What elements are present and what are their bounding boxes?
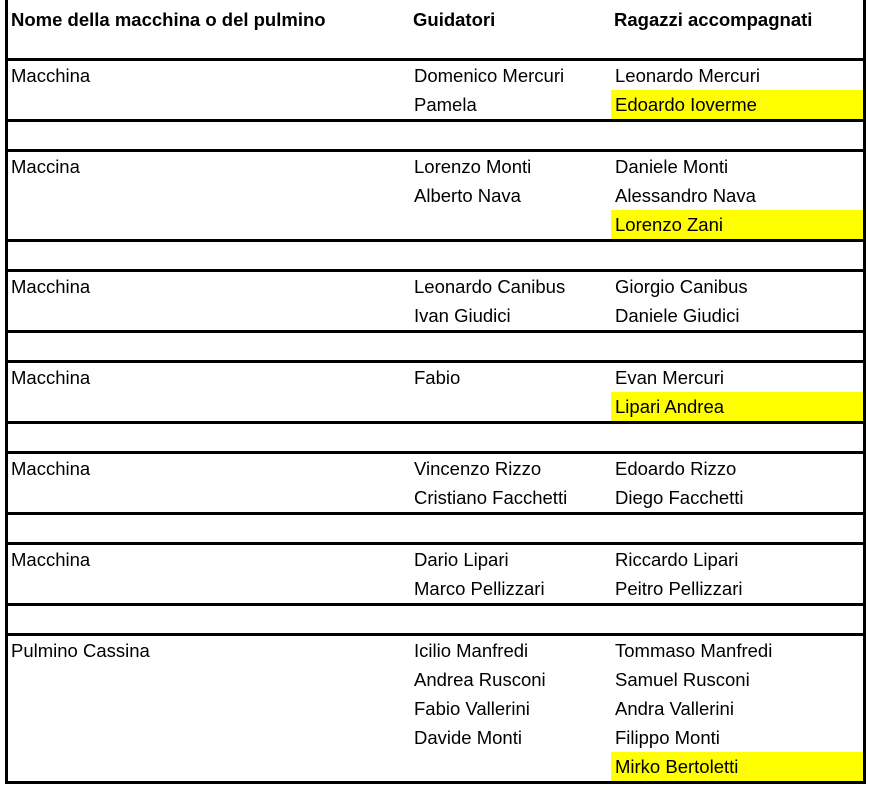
kid-name: Evan Mercuri [615,367,724,388]
vehicle-groups [5,61,866,784]
drivers-column [410,545,545,603]
kid-name-highlighted: Edoardo Ioverme [611,90,863,119]
driver-name: Cristiano Facchetti [414,487,568,508]
kids-column [611,636,863,781]
driver-name: Ivan Giudici [414,305,511,326]
kids-column [611,61,863,119]
vehicle-name: Pulmino Cassina [11,640,150,661]
vehicle-group [5,454,866,515]
blank-separator-row [5,242,866,272]
kid-name: Alessandro Nava [615,185,756,206]
header-drivers: Guidatori [413,9,496,30]
drivers-column [410,454,567,512]
kids-column [611,545,863,603]
table-header [5,0,866,61]
blank-separator-row [5,122,866,152]
driver-name: Marco Pellizzari [414,578,545,599]
vehicle-group [5,636,866,784]
drivers-column [410,272,565,330]
driver-name: Leonardo Canibus [414,276,566,297]
kid-name: Filippo Monti [615,727,720,748]
vehicle-name: Macchina [11,65,91,86]
driver-name: Dario Lipari [414,549,509,570]
driver-name: Davide Monti [414,727,522,748]
kid-name: Edoardo Rizzo [615,458,737,479]
drivers-column [410,363,460,392]
vehicle-name: Macchina [11,276,91,297]
kid-name-highlighted: Mirko Bertoletti [611,752,863,781]
driver-name: Alberto Nava [414,185,521,206]
blank-separator-row [5,424,866,454]
vehicle-name: Macchina [11,458,91,479]
driver-name: Icilio Manfredi [414,640,529,661]
kids-column [611,363,863,421]
kid-name: Leonardo Mercuri [615,65,760,86]
carpool-table [5,0,866,784]
kid-name-highlighted: Lorenzo Zani [611,210,863,239]
kids-column [611,152,863,239]
vehicle-group [5,545,866,606]
driver-name: Domenico Mercuri [414,65,565,86]
driver-name: Andrea Rusconi [414,669,546,690]
driver-name: Lorenzo Monti [414,156,532,177]
kid-name: Giorgio Canibus [615,276,748,297]
vehicle-group [5,272,866,333]
header-kids: Ragazzi accompagnati [614,9,813,30]
drivers-column [410,61,564,119]
vehicle-group [5,363,866,424]
kid-name: Daniele Giudici [615,305,740,326]
kid-name: Daniele Monti [615,156,729,177]
kid-name: Peitro Pellizzari [615,578,743,599]
blank-separator-row [5,515,866,545]
driver-name: Fabio [414,367,461,388]
driver-name: Vincenzo Rizzo [414,458,542,479]
blank-separator-row [5,333,866,363]
kid-name: Samuel Rusconi [615,669,750,690]
driver-name: Fabio Vallerini [414,698,530,719]
vehicle-group [5,152,866,242]
header-vehicle: Nome della macchina o del pulmino [11,9,326,30]
vehicle-name: Macchina [11,367,91,388]
vehicle-name: Maccina [11,156,80,177]
vehicle-group [5,61,866,122]
driver-name: Pamela [414,94,477,115]
vehicle-name: Macchina [11,549,91,570]
kid-name: Diego Facchetti [615,487,744,508]
drivers-column [410,636,546,752]
kid-name: Riccardo Lipari [615,549,739,570]
kids-column [611,272,863,330]
blank-separator-row [5,606,866,636]
kid-name: Andra Vallerini [615,698,734,719]
kid-name: Tommaso Manfredi [615,640,773,661]
kid-name-highlighted: Lipari Andrea [611,392,863,421]
drivers-column [410,152,531,210]
kids-column [611,454,863,512]
